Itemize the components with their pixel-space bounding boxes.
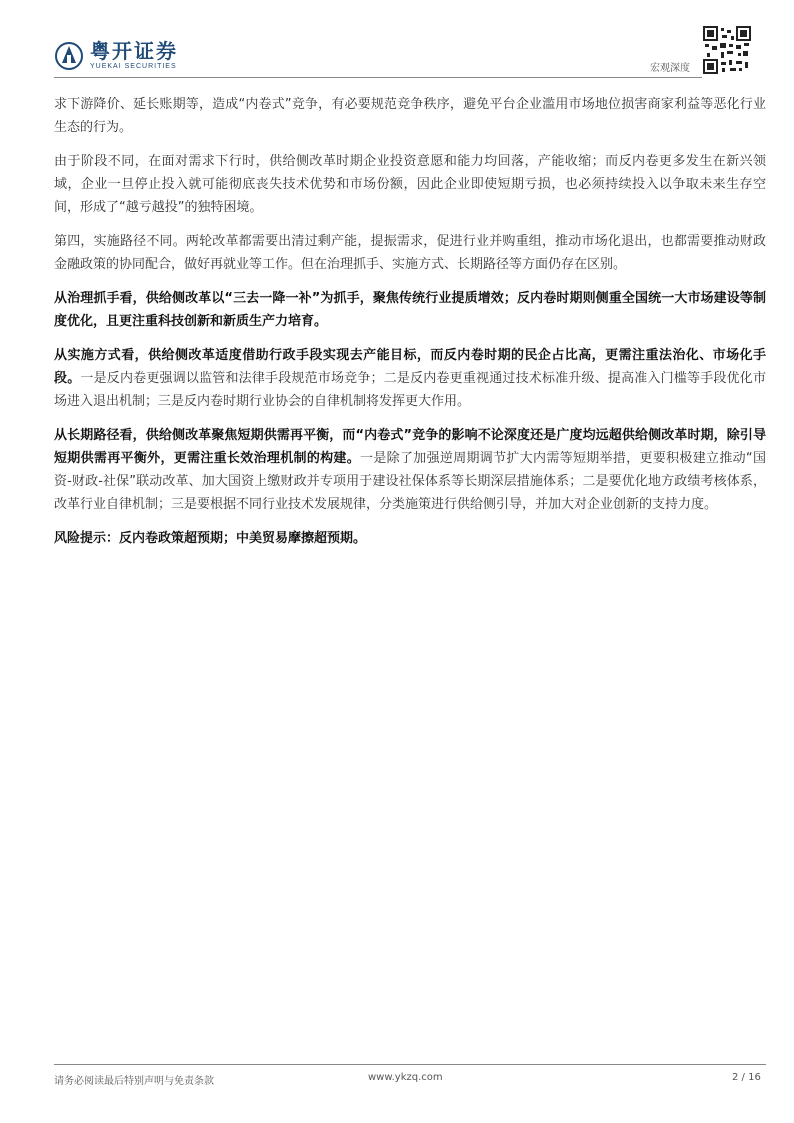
body-paragraph: 求下游降价、延长账期等，造成“内卷式”竞争，有必要规范竞争秩序，避免平台企业滥用市场地位损害商家利益等恶化行业生态的行为。 xyxy=(54,97,766,135)
footer-url: www.ykzq.com xyxy=(368,1072,443,1083)
paragraph-lead-sentence: 从实施方式看，供给侧改革适度借助行政手段实现去产能目标，而反内卷时期的民企占比高，更需注重法治化、市场化手段。 xyxy=(54,348,766,386)
header-divider xyxy=(54,77,702,78)
footer-disclaimer: 请务必阅读最后特别声明与免责条款 xyxy=(54,1076,214,1087)
body-paragraph: 第四，实施路径不同。两轮改革都需要出清过剩产能，提振需求，促进行业并购重组，推动市场化退出，也都需要推动财政金融政策的协同配合，做好再就业等工作。但在治理抓手、实施方式、长期路径等方面仍存在区别。 xyxy=(54,234,766,272)
page-header xyxy=(0,0,794,90)
logo-name-en: YUEKAI SECURITIES xyxy=(90,63,177,70)
logo-name-cn: 粤开证券 xyxy=(90,39,178,63)
paragraph-body-text: 一是反内卷更强调以监管和法律手段规范市场竞争；二是反内卷更重视通过技术标准升级、提高准入门槛等手段优化市场进入退出机制；三是反内卷时期行业协会的自律机制将发挥更大作用。 xyxy=(54,371,766,409)
page-number: 2 / 16 xyxy=(732,1072,761,1083)
body-paragraph-mixed xyxy=(54,424,766,516)
company-logo xyxy=(54,40,178,71)
body-paragraph-mixed xyxy=(54,344,766,413)
report-type-label: 宏观深度 xyxy=(650,63,690,74)
footer-divider xyxy=(54,1064,766,1065)
report-body xyxy=(54,93,766,561)
risk-warning: 风险提示：反内卷政策超预期；中美贸易摩擦超预期。 xyxy=(54,531,367,546)
paragraph-lead-sentence: 从长期路径看，供给侧改革聚焦短期供需再平衡，而“内卷式”竞争的影响不论深度还是广度均远超供给侧改革时期，除引导短期供需再平衡外，更需注重长效治理机制的构建。 xyxy=(54,428,766,466)
qr-code-icon xyxy=(703,26,751,74)
body-paragraph-bold: 从治理抓手看，供给侧改革以“三去一降一补”为抓手，聚焦传统行业提质增效；反内卷时期则侧重全国统一大市场建设等制度优化，且更注重科技创新和新质生产力培育。 xyxy=(54,291,766,329)
paragraph-body-text: 一是除了加强逆周期调节扩大内需等短期举措，更要积极建立推动“国资-财政-社保”联动改革、加大国资上缴财政并专项用于建设社保体系等长期深层措施体系；二是要优化地方政绩考核体系，改革行业自律机制；三是要根据不同行业技术发展规律，分类施策进行供给侧引导，并加大对企业创新的支持力度。 xyxy=(54,451,766,512)
logo-icon xyxy=(54,41,84,71)
body-paragraph: 由于阶段不同，在面对需求下行时，供给侧改革时期企业投资意愿和能力均回落，产能收缩；而反内卷更多发生在新兴领域，企业一旦停止投入就可能彻底丧失技术优势和市场份额，因此企业即使短期亏损，也必须持续投入以争取未来生存空间，形成了“越亏越投”的独特困境。 xyxy=(54,154,766,215)
